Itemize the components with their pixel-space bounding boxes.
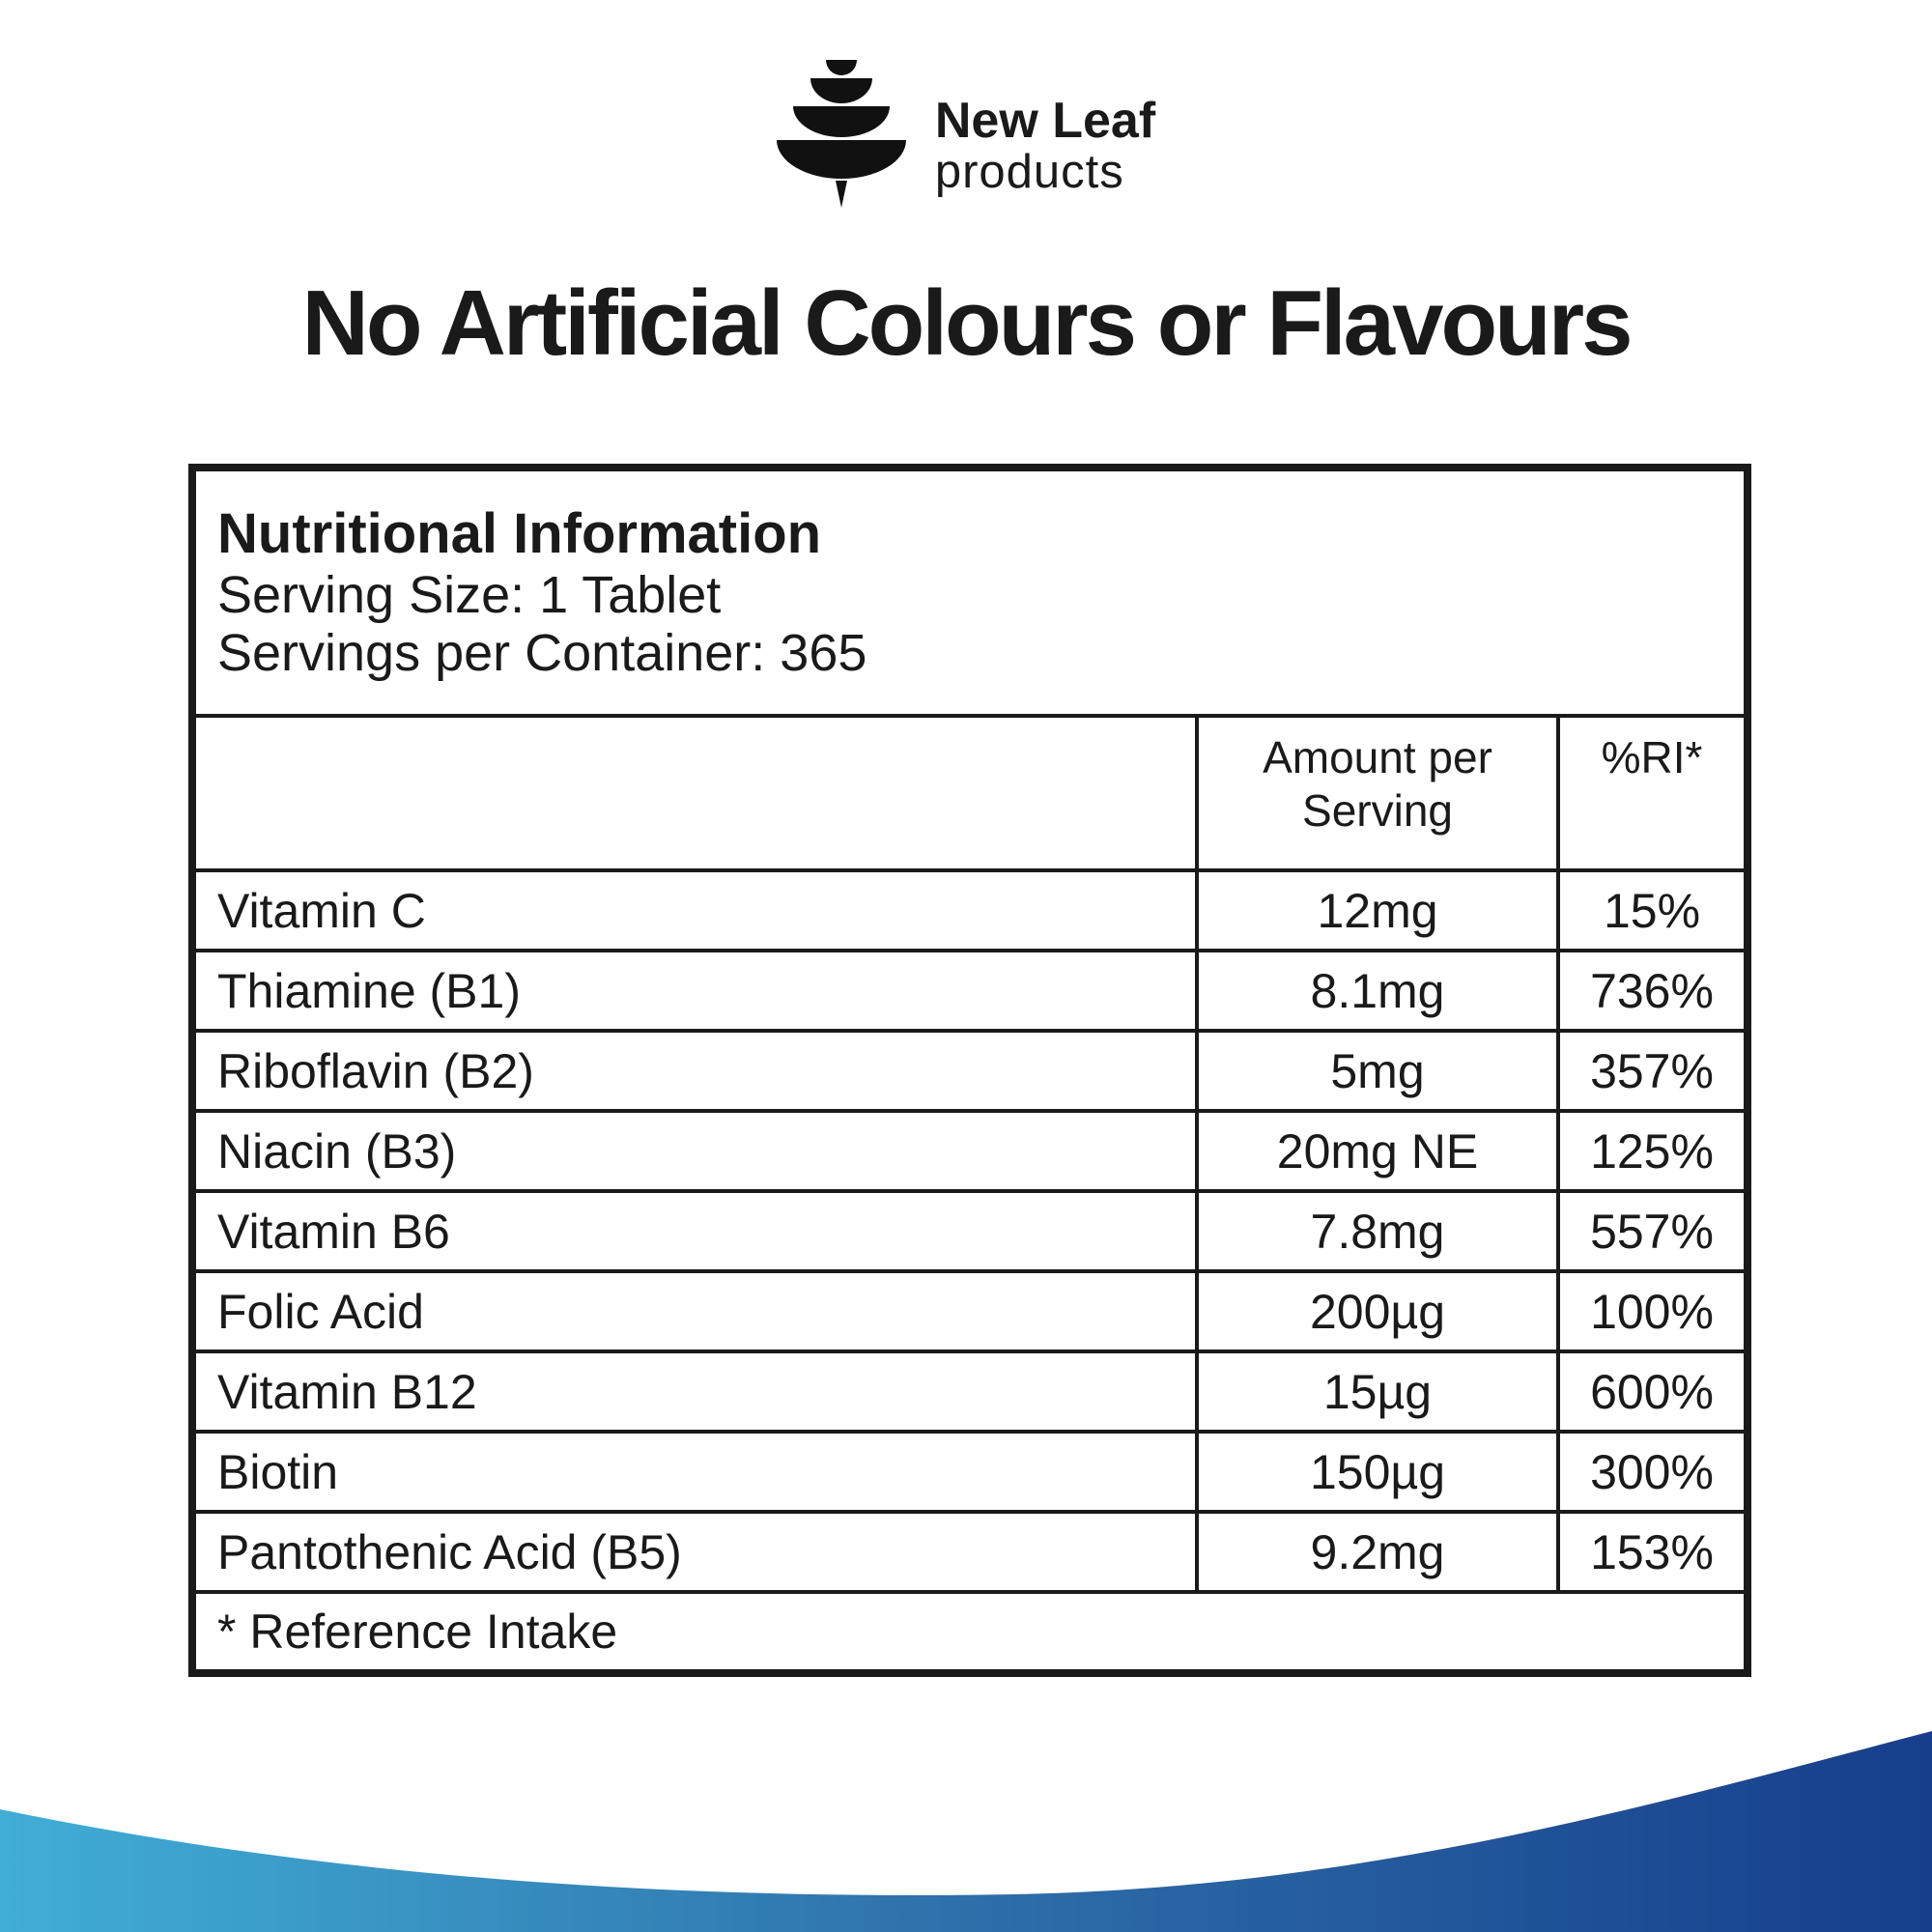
tree-trunk-icon bbox=[836, 181, 847, 208]
nutrient-name: Niacin (B3) bbox=[192, 1111, 1197, 1191]
nutrient-ri: 300% bbox=[1558, 1432, 1747, 1512]
bottom-wave bbox=[0, 1710, 1932, 1932]
table-row bbox=[192, 1111, 1747, 1191]
leaf-tier-icon bbox=[793, 106, 890, 137]
table-row bbox=[192, 870, 1747, 951]
nutrient-amount: 7.8mg bbox=[1197, 1191, 1558, 1271]
nutrient-amount: 9.2mg bbox=[1197, 1512, 1558, 1592]
nutrient-amount: 12mg bbox=[1197, 870, 1558, 951]
column-header-row bbox=[192, 716, 1747, 870]
nutrient-amount: 15µg bbox=[1197, 1351, 1558, 1432]
table-row bbox=[192, 1271, 1747, 1351]
nutrient-name: Riboflavin (B2) bbox=[192, 1031, 1197, 1111]
nutrient-name: Vitamin C bbox=[192, 870, 1197, 951]
nutrient-name: Pantothenic Acid (B5) bbox=[192, 1512, 1197, 1592]
wave-shape bbox=[0, 1731, 1932, 1932]
nutrition-table bbox=[188, 464, 1751, 1677]
nutrient-amount: 150µg bbox=[1197, 1432, 1558, 1512]
table-title-cell bbox=[192, 468, 1747, 716]
table-row bbox=[192, 1031, 1747, 1111]
table-row bbox=[192, 1432, 1747, 1512]
nutrient-ri: 125% bbox=[1558, 1111, 1747, 1191]
footnote-row bbox=[192, 1592, 1747, 1673]
brand-name-top: New Leaf bbox=[934, 93, 1156, 150]
nutrient-ri: 357% bbox=[1558, 1031, 1747, 1111]
reference-intake-note: * Reference Intake bbox=[192, 1592, 1747, 1673]
ri-column-header: %RI* bbox=[1558, 716, 1747, 870]
servings-per-container: Servings per Container: 365 bbox=[217, 623, 867, 682]
amount-column-header: Amount per Serving bbox=[1197, 716, 1558, 870]
serving-size: Serving Size: 1 Tablet bbox=[217, 565, 722, 624]
nutrient-ri: 557% bbox=[1558, 1191, 1747, 1271]
nutrient-ri: 153% bbox=[1558, 1512, 1747, 1592]
nutrient-ri: 600% bbox=[1558, 1351, 1747, 1432]
nutrient-ri: 736% bbox=[1558, 951, 1747, 1031]
brand-name bbox=[935, 95, 1155, 197]
nutrient-ri: 15% bbox=[1558, 870, 1747, 951]
nutrient-ri: 100% bbox=[1558, 1271, 1747, 1351]
brand-name-bottom: products bbox=[934, 146, 1124, 199]
table-row bbox=[192, 1351, 1747, 1432]
table-row bbox=[192, 1512, 1747, 1592]
brand-logo bbox=[0, 60, 1932, 208]
leaf-tier-icon bbox=[777, 140, 906, 179]
headline: No Artificial Colours or Flavours bbox=[301, 271, 1631, 375]
leaf-tier-icon bbox=[826, 60, 857, 75]
nutrient-column-header bbox=[192, 716, 1197, 870]
nutrient-amount: 20mg NE bbox=[1197, 1111, 1558, 1191]
nutrient-name: Folic Acid bbox=[192, 1271, 1197, 1351]
nutrient-amount: 5mg bbox=[1197, 1031, 1558, 1111]
nutrient-amount: 8.1mg bbox=[1197, 951, 1558, 1031]
table-row bbox=[192, 951, 1747, 1031]
nutrient-name: Vitamin B6 bbox=[192, 1191, 1197, 1271]
table-row bbox=[192, 1191, 1747, 1271]
nutrient-name: Vitamin B12 bbox=[192, 1351, 1197, 1432]
table-title-row bbox=[192, 468, 1747, 716]
leaf-tier-icon bbox=[810, 78, 872, 103]
new-leaf-tree-icon bbox=[777, 60, 906, 208]
nutrient-name: Biotin bbox=[192, 1432, 1197, 1512]
nutrient-amount: 200µg bbox=[1197, 1271, 1558, 1351]
table-title: Nutritional Information bbox=[217, 501, 822, 565]
nutrient-name: Thiamine (B1) bbox=[192, 951, 1197, 1031]
